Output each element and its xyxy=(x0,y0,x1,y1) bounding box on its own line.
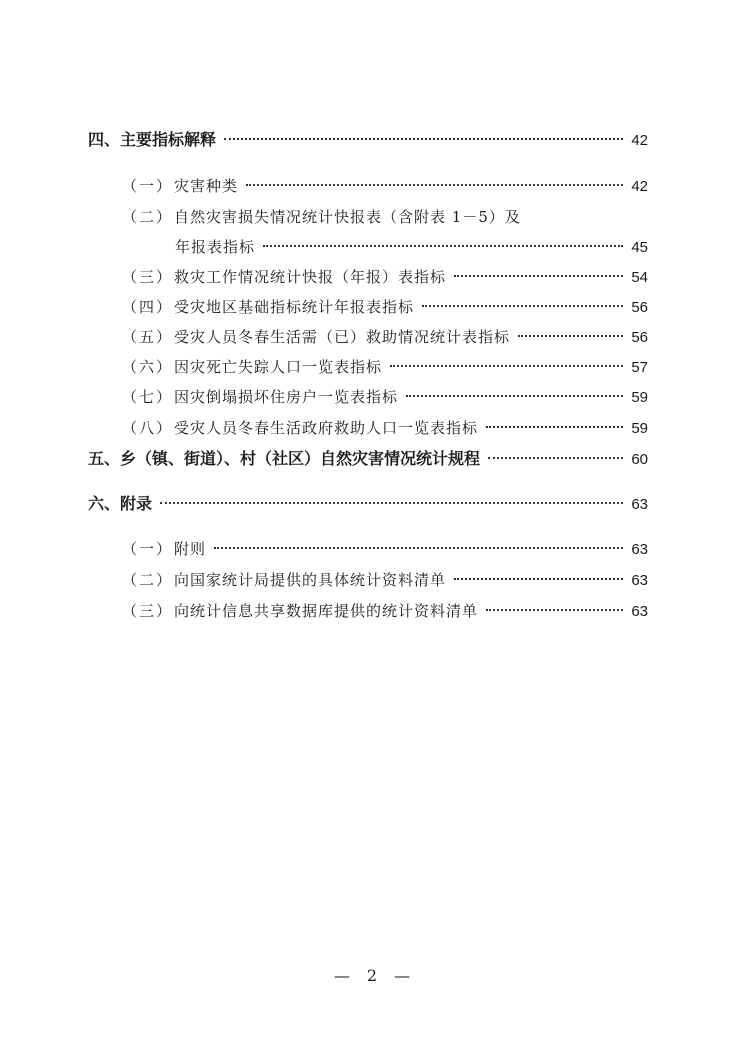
toc-entry-number: （三） xyxy=(122,602,174,620)
toc-entry-title: 五、乡（镇、街道）、村（社区）自然灾害情况统计规程 xyxy=(88,449,481,468)
toc-entry-section-4[interactable] xyxy=(88,126,648,154)
toc-entry-title: 因灾倒塌损坏住房户一览表指标 xyxy=(174,388,399,406)
page-number-footer: — 2 — xyxy=(333,966,417,985)
toc-entry-6-3[interactable] xyxy=(122,597,648,625)
toc-entry-page: 56 xyxy=(631,329,648,346)
toc-entry-title: 灾害种类 xyxy=(174,177,239,195)
toc-entry-4-2-continued[interactable] xyxy=(175,233,648,261)
toc-entry-4-8[interactable] xyxy=(122,414,648,442)
toc-leader-dots xyxy=(224,138,623,140)
toc-entry-number: （二） xyxy=(122,571,174,589)
toc-leader-dots xyxy=(454,578,623,580)
toc-entry-4-2[interactable] xyxy=(122,203,648,231)
toc-entry-title: 附则 xyxy=(174,540,207,558)
toc-entry-title-continued: 年报表指标 xyxy=(175,238,256,256)
toc-entry-number: （一） xyxy=(122,540,174,558)
toc-leader-dots xyxy=(454,275,623,277)
toc-leader-dots xyxy=(486,426,623,428)
toc-entry-4-4[interactable] xyxy=(122,293,648,321)
toc-entry-page: 63 xyxy=(631,603,648,620)
toc-entry-page: 63 xyxy=(631,572,648,589)
toc-entry-6-2[interactable] xyxy=(122,566,648,594)
toc-entry-title: 向统计信息共享数据库提供的统计资料清单 xyxy=(174,602,479,620)
toc-leader-dots xyxy=(263,245,623,247)
toc-entry-title: 受灾人员冬春生活政府救助人口一览表指标 xyxy=(174,419,479,437)
toc-leader-dots xyxy=(486,609,623,611)
toc-entry-number: （五） xyxy=(122,328,174,346)
toc-entry-page: 60 xyxy=(631,451,648,468)
toc-entry-4-5[interactable] xyxy=(122,323,648,351)
toc-entry-number: （四） xyxy=(122,298,174,316)
toc-entry-number: （三） xyxy=(122,268,174,286)
toc-entry-title: 向国家统计局提供的具体统计资料清单 xyxy=(174,571,447,589)
toc-entry-title: 自然灾害损失情况统计快报表（含附表 1－5）及 xyxy=(174,208,521,226)
toc-entry-4-7[interactable] xyxy=(122,383,648,411)
toc-entry-number: （六） xyxy=(122,358,174,376)
toc-leader-dots xyxy=(518,335,623,337)
toc-entry-title: 救灾工作情况统计快报（年报）表指标 xyxy=(174,268,447,286)
toc-entry-number: （八） xyxy=(122,419,174,437)
toc-entry-page: 54 xyxy=(631,269,648,286)
toc-entry-title: 六、附录 xyxy=(88,494,153,513)
toc-leader-dots xyxy=(488,457,623,459)
toc-entry-section-6[interactable] xyxy=(88,490,648,518)
toc-entry-title: 受灾人员冬春生活需（已）救助情况统计表指标 xyxy=(174,328,511,346)
toc-entry-number: （一） xyxy=(122,177,174,195)
toc-entry-page: 42 xyxy=(631,132,648,149)
toc-entry-number: （七） xyxy=(122,388,174,406)
toc-entry-page: 42 xyxy=(631,178,648,195)
toc-leader-dots xyxy=(160,502,623,504)
toc-entry-page: 59 xyxy=(631,389,648,406)
toc-leader-dots xyxy=(406,395,623,397)
toc-leader-dots xyxy=(390,365,623,367)
toc-entry-title: 因灾死亡失踪人口一览表指标 xyxy=(174,358,383,376)
toc-entry-number: （二） xyxy=(122,208,174,226)
toc-entry-title: 受灾地区基础指标统计年报表指标 xyxy=(174,298,415,316)
toc-entry-4-3[interactable] xyxy=(122,263,648,291)
toc-leader-dots xyxy=(246,184,623,186)
toc-entry-section-5[interactable] xyxy=(88,445,648,473)
toc-leader-dots xyxy=(422,305,623,307)
toc-entry-4-6[interactable] xyxy=(122,353,648,381)
toc-entry-page: 57 xyxy=(631,359,648,376)
toc-entry-title: 四、主要指标解释 xyxy=(88,130,217,149)
toc-entry-page: 45 xyxy=(631,239,648,256)
toc-entry-6-1[interactable] xyxy=(122,535,648,563)
toc-entry-page: 63 xyxy=(631,496,648,513)
toc-entry-page: 63 xyxy=(631,541,648,558)
toc-leader-dots xyxy=(214,547,623,549)
toc-entry-page: 56 xyxy=(631,299,648,316)
toc-entry-4-1[interactable] xyxy=(122,172,648,200)
toc-entry-page: 59 xyxy=(631,420,648,437)
